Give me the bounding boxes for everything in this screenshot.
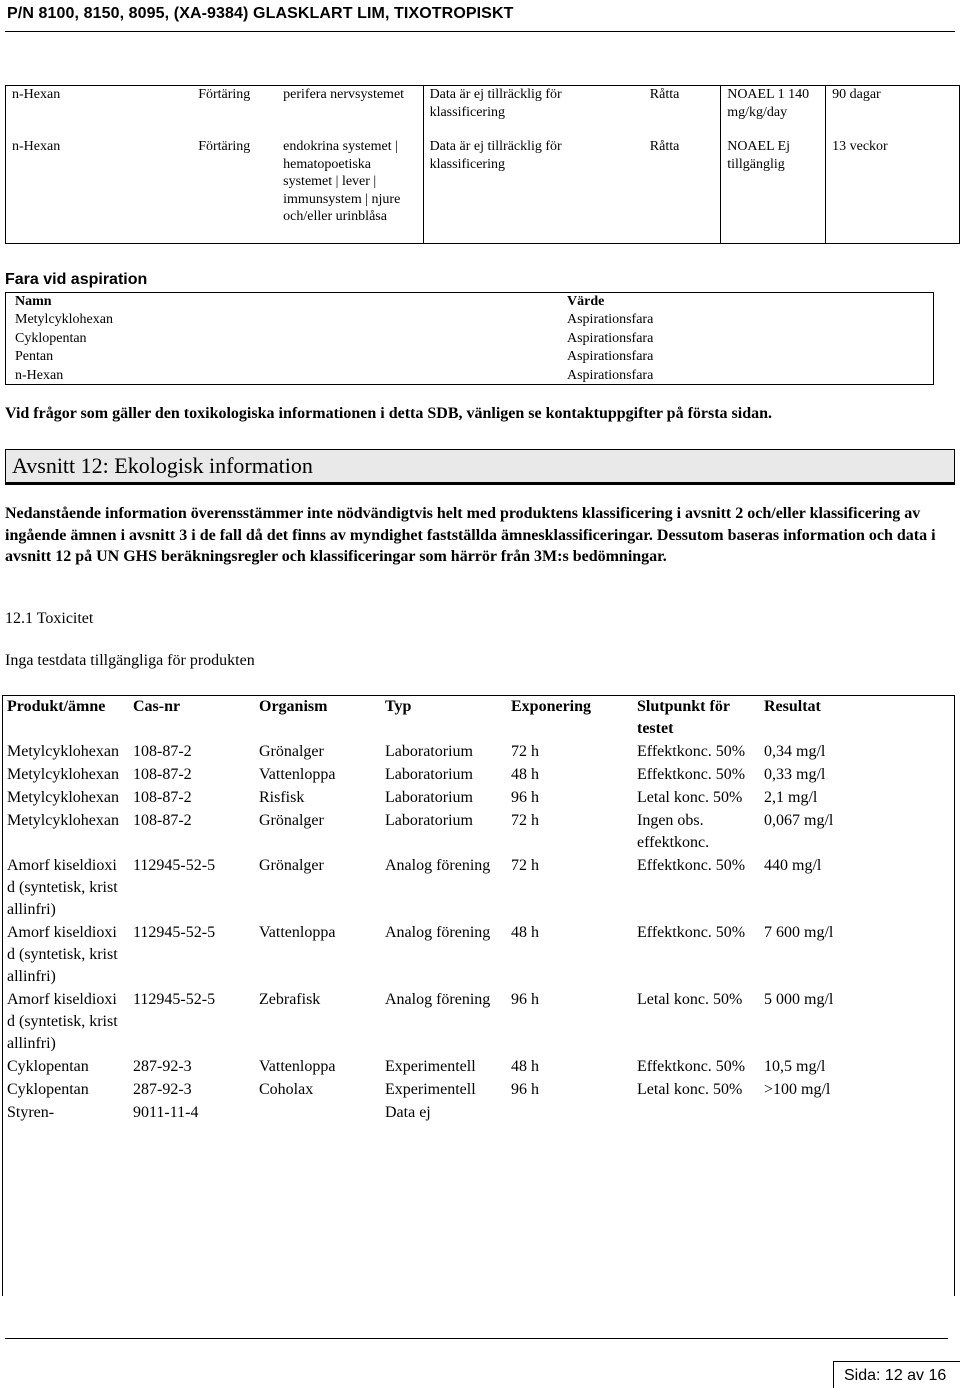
table-cell: Risfisk bbox=[259, 789, 305, 806]
table-cell: 440 mg/l bbox=[764, 857, 822, 874]
page-number: Sida: 12 av 16 bbox=[844, 1367, 947, 1384]
table-row bbox=[2, 1078, 953, 1101]
column-header: Slutpunkt för testet bbox=[637, 698, 730, 737]
table-cell: 72 h bbox=[511, 812, 539, 829]
table-cell: 10,5 mg/l bbox=[764, 1058, 826, 1075]
eco-table-body bbox=[2, 740, 953, 1124]
substance-cell: n-Hexan bbox=[6, 138, 193, 244]
toxicology-table bbox=[5, 85, 960, 244]
table-cell: Laboratorium bbox=[385, 812, 473, 829]
table-cell: 108-87-2 bbox=[133, 766, 192, 783]
value-header: Värde bbox=[567, 294, 605, 309]
table-cell: Analog förening bbox=[385, 857, 491, 874]
table-cell: Coholax bbox=[259, 1081, 314, 1098]
column-header: Exponering bbox=[511, 698, 592, 715]
table-cell: Letal konc. 50% bbox=[637, 789, 743, 806]
column-header: Cas-nr bbox=[133, 698, 181, 715]
table-cell: 108-87-2 bbox=[133, 743, 192, 760]
table-cell: Letal konc. 50% bbox=[637, 991, 743, 1008]
table-cell: Metylcyklohexan bbox=[7, 743, 119, 760]
table-cell: Metylcyklohexan bbox=[7, 789, 119, 806]
table-cell: Amorf kiseldioxid (syntetisk, kristallinfri) bbox=[7, 857, 118, 918]
table-row bbox=[2, 1101, 953, 1124]
table-header-row bbox=[2, 695, 953, 740]
table-cell: Effektkonc. 50% bbox=[637, 857, 746, 874]
table-cell: Ingen obs. effektkonc. bbox=[637, 812, 710, 851]
organ-cell: endokrina systemet | hematopoetiska systemet | lever | immunsystem | njure och/eller urinblåsa bbox=[277, 138, 423, 244]
column-header: Resultat bbox=[764, 698, 821, 715]
substance-cell: n-Hexan bbox=[6, 86, 193, 139]
table-cell: Zebrafisk bbox=[259, 991, 321, 1008]
table-cell: Vattenloppa bbox=[259, 924, 336, 941]
table-cell: Effektkonc. 50% bbox=[637, 1058, 746, 1075]
table-cell: 7 600 mg/l bbox=[764, 924, 834, 941]
duration-cell: 13 veckor bbox=[826, 138, 960, 244]
header-divider bbox=[5, 31, 955, 32]
table-cell: 108-87-2 bbox=[133, 812, 192, 829]
table-cell: Effektkonc. 50% bbox=[637, 766, 746, 783]
section-title: Avsnitt 12: Ekologisk information bbox=[12, 453, 313, 478]
list-item: Aspirationsfara bbox=[567, 312, 654, 328]
table-cell: 287-92-3 bbox=[133, 1058, 192, 1075]
name-header: Namn bbox=[15, 294, 52, 309]
table-cell: Analog förening bbox=[385, 991, 491, 1008]
table-row bbox=[2, 921, 953, 988]
result-cell: Data är ej tillräcklig för klassificering bbox=[423, 86, 644, 139]
organ-cell: perifera nervsystemet bbox=[277, 86, 423, 139]
list-item: n-Hexan bbox=[15, 367, 64, 383]
table-cell: Vattenloppa bbox=[259, 1058, 336, 1075]
table-cell: 112945-52-5 bbox=[133, 924, 216, 941]
table-cell: 0,33 mg/l bbox=[764, 766, 826, 783]
table-cell bbox=[759, 1101, 953, 1124]
table-cell: 108-87-2 bbox=[133, 789, 192, 806]
aspiration-name-column bbox=[15, 293, 113, 385]
footer-divider bbox=[5, 1338, 948, 1339]
table-cell: 72 h bbox=[511, 857, 539, 874]
result-cell: Data är ej tillräcklig för klassificering bbox=[423, 138, 644, 244]
table-cell: Metylcyklohexan bbox=[7, 766, 119, 783]
table-cell: Metylcyklohexan bbox=[7, 812, 119, 829]
effect-cell: NOAEL Ej tillgänglig bbox=[721, 138, 826, 244]
species-cell: Råtta bbox=[644, 86, 721, 139]
table-row bbox=[2, 854, 953, 921]
table-row bbox=[2, 809, 953, 854]
aspiration-value-column bbox=[567, 293, 653, 385]
list-item: Aspirationsfara bbox=[567, 367, 654, 383]
table-cell bbox=[632, 1101, 759, 1124]
table-cell: 0,34 mg/l bbox=[764, 743, 826, 760]
table-cell: 96 h bbox=[511, 1081, 539, 1098]
table-cell: Styren- bbox=[7, 1104, 55, 1121]
table-cell: Laboratorium bbox=[385, 743, 473, 760]
duration-cell: 90 dagar bbox=[826, 86, 960, 139]
list-item: Metylcyklohexan bbox=[15, 312, 113, 328]
table-cell: 5 000 mg/l bbox=[764, 991, 834, 1008]
table-cell: 96 h bbox=[511, 789, 539, 806]
table-cell: Grönalger bbox=[259, 857, 324, 874]
column-header: Typ bbox=[385, 698, 412, 715]
aspiration-heading: Fara vid aspiration bbox=[5, 271, 148, 288]
contact-note: Vid frågor som gäller den toxikologiska informationen i detta SDB, vänligen se kontaktuppgifter på första sidan. bbox=[5, 405, 773, 422]
table-cell: 0,067 mg/l bbox=[764, 812, 834, 829]
route-cell: Förtäring bbox=[192, 138, 277, 244]
table-cell bbox=[254, 1101, 380, 1124]
table-cell: Amorf kiseldioxid (syntetisk, kristallinfri) bbox=[7, 991, 118, 1052]
table-row bbox=[2, 786, 953, 809]
table-cell bbox=[506, 1101, 632, 1124]
table-cell: Grönalger bbox=[259, 812, 324, 829]
table-cell: 72 h bbox=[511, 743, 539, 760]
table-cell: 48 h bbox=[511, 1058, 539, 1075]
table-row bbox=[6, 86, 960, 139]
table-cell: Effektkonc. 50% bbox=[637, 743, 746, 760]
table-cell: Experimentell bbox=[385, 1058, 476, 1075]
table-cell: Amorf kiseldioxid (syntetisk, kristallinfri) bbox=[7, 924, 118, 985]
table-cell: 112945-52-5 bbox=[133, 857, 216, 874]
column-header: Organism bbox=[259, 698, 328, 715]
table-cell: Effektkonc. 50% bbox=[637, 924, 746, 941]
no-data-text: Inga testdata tillgängliga för produkten bbox=[5, 652, 255, 669]
column-header: Produkt/ämne bbox=[7, 698, 106, 715]
table-cell: 112945-52-5 bbox=[133, 991, 216, 1008]
table-cell: Cyklopentan bbox=[7, 1081, 89, 1098]
table-row bbox=[6, 138, 960, 244]
aspiration-table bbox=[5, 292, 934, 385]
table-cell: 9011-11-4 bbox=[133, 1104, 199, 1121]
effect-cell: NOAEL 1 140 mg/kg/day bbox=[721, 86, 826, 139]
table-cell: Data ej bbox=[385, 1104, 431, 1121]
subsection-heading: 12.1 Toxicitet bbox=[5, 610, 94, 627]
table-cell: 287-92-3 bbox=[133, 1081, 192, 1098]
table-cell: >100 mg/l bbox=[764, 1081, 831, 1098]
list-item: Aspirationsfara bbox=[567, 330, 654, 346]
species-cell: Råtta bbox=[644, 138, 721, 244]
list-item: Aspirationsfara bbox=[567, 349, 654, 365]
table-cell: Vattenloppa bbox=[259, 766, 336, 783]
table-cell: 2,1 mg/l bbox=[764, 789, 818, 806]
table-cell: Experimentell bbox=[385, 1081, 476, 1098]
table-cell: Cyklopentan bbox=[7, 1058, 89, 1075]
list-item: Cyklopentan bbox=[15, 330, 87, 346]
section-intro: Nedanstående information överensstämmer inte nödvändigtvis helt med produktens klassificering i avsnitt 2 och/eller klassificering av ingående ämnen i avsnitt 3 i de fall då det finns av myndighet fastställda ämnesklassificeringar. Dessutom baseras information och data i avsnitt 12 på UN GHS beräkningsregler och klassificeringar som härrör från 3M:s bedömningar. bbox=[5, 505, 936, 566]
table-cell: 48 h bbox=[511, 766, 539, 783]
table-cell: Analog förening bbox=[385, 924, 491, 941]
table-row bbox=[2, 988, 953, 1055]
table-cell: 48 h bbox=[511, 924, 539, 941]
table-cell: Grönalger bbox=[259, 743, 324, 760]
ecotoxicity-table bbox=[2, 695, 953, 1124]
list-item: Pentan bbox=[15, 349, 54, 365]
table-cell: Letal konc. 50% bbox=[637, 1081, 743, 1098]
table-row bbox=[2, 1055, 953, 1078]
document-title: P/N 8100, 8150, 8095, (XA-9384) GLASKLART LIM, TIXOTROPISKT bbox=[7, 5, 514, 22]
table-cell: Laboratorium bbox=[385, 766, 473, 783]
table-cell: 96 h bbox=[511, 991, 539, 1008]
table-row bbox=[2, 763, 953, 786]
table-cell: Laboratorium bbox=[385, 789, 473, 806]
table-row bbox=[2, 740, 953, 763]
route-cell: Förtäring bbox=[192, 86, 277, 139]
